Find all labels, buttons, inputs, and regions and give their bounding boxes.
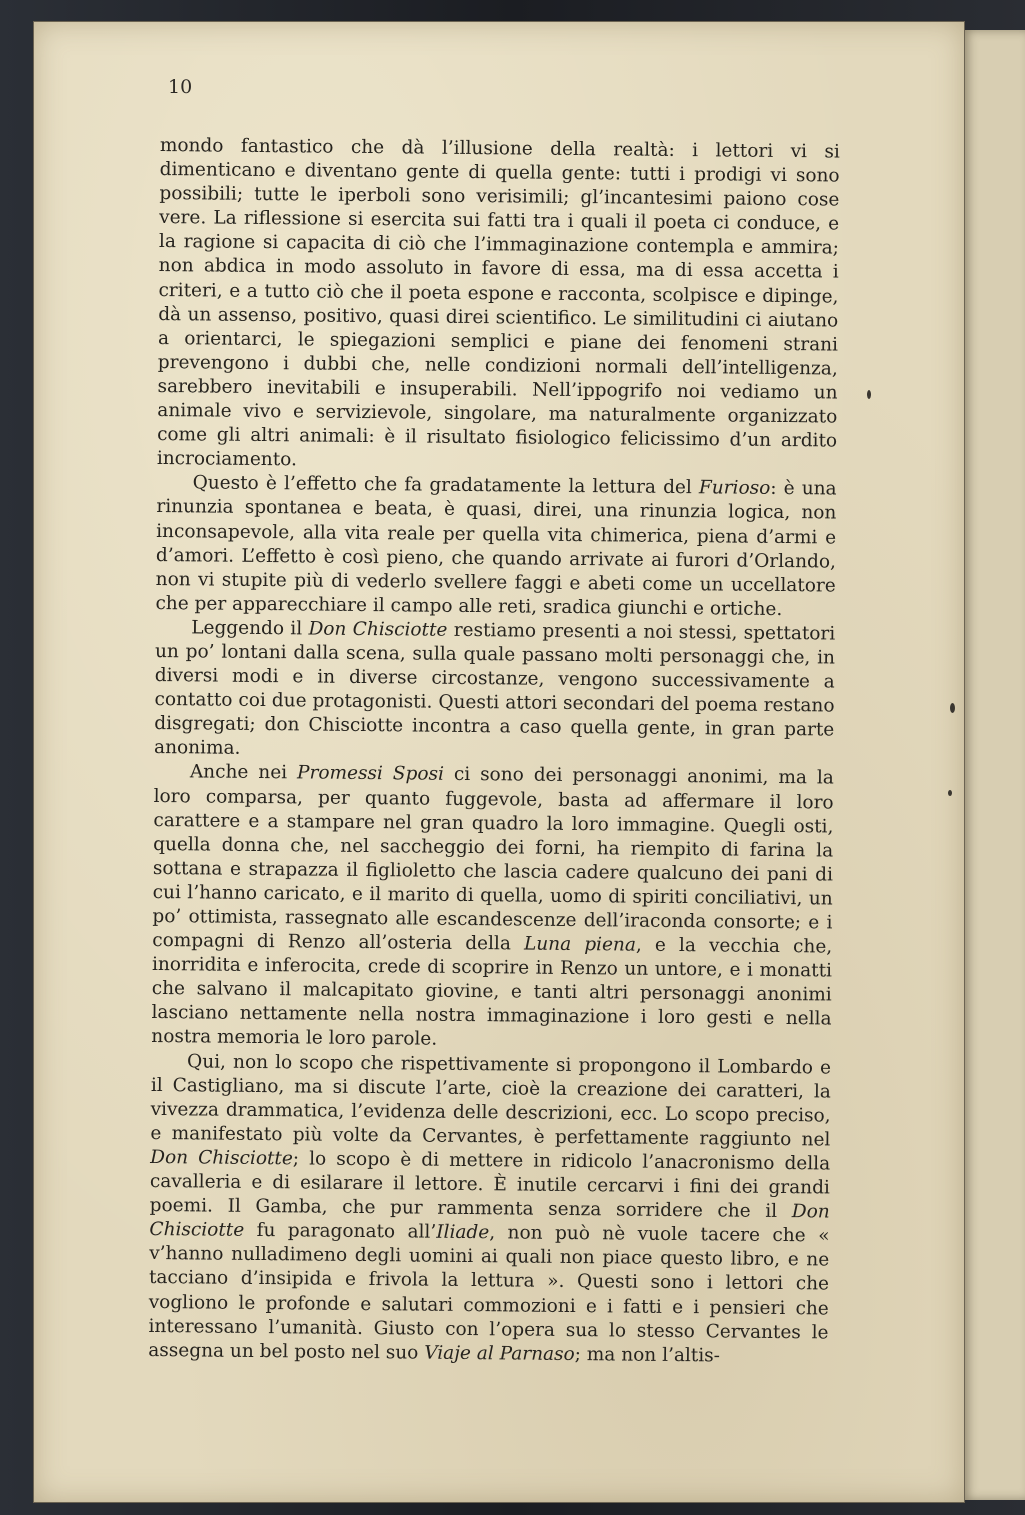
paragraph	[157, 134, 840, 478]
italic-title: Don Chisciotte	[149, 1201, 830, 1242]
italic-title: Iliade	[436, 1221, 490, 1244]
margin-ink-mark	[867, 390, 871, 399]
paragraph	[151, 760, 834, 1056]
text-run: Anche nei	[189, 761, 298, 784]
text-run: ci sono dei personaggi anonimi, ma la loro comparsa, per quanto fuggevole, basta ad affermare il loro carattere e a stampare nel gran quadro la loro immagine. Quegli osti, quella donna che, nel saccheggio dei forni, ha riempito di farina la sottana e strapazza il figlioletto che lascia cadere qualcuno dei pani di cui l’hanno caricato, e il marito di quella, uomo di spiriti conciliativi, un po’ ottimista, rassegnato alle escandescenze dell’iraconda consorte; e i compagni di Renzo all’osteria della	[152, 764, 834, 955]
italic-title: Promessi Sposi	[296, 762, 445, 786]
paragraph	[148, 1050, 831, 1370]
adjacent-page-edge	[962, 30, 1025, 1500]
text-run: ; lo scopo è di mettere in ridicolo l’anacronismo della cavalleria e di esilarare il lettore. È inutile cercarvi i fini dei grandi poemi. Il Gamba, che pur rammenta senza sorridere che il	[149, 1148, 831, 1223]
margin-ink-mark	[950, 703, 955, 713]
italic-title: Don Chisciotte	[150, 1146, 293, 1170]
italic-title: Furioso	[698, 477, 771, 500]
paragraph	[155, 471, 836, 622]
text-run: : è una rinunzia spontanea e beata, è quasi, direi, una rinunzia logica, non inconsapevole, alla vita reale per quella vita chimerica, piena d’armi e d’amori. L’effetto è così pieno, che quando arrivate ai furori d’Orlando, non vi stupite più di vederlo svellere faggi e abeti come un uccellatore che per apparecchiare il campo alle reti, sradica giunchi e ortiche.	[155, 478, 837, 620]
text-run: Leggendo il	[191, 617, 309, 640]
text-run: ; ma non l’altis-	[574, 1343, 721, 1367]
text-run: Questo è l’effetto che fa gradatamente la lettura del	[192, 472, 700, 499]
text-run: , e la vecchia che, inorridita e inferocita, crede di scoprire in Renzo un untore, e i monatti che salvano il malcapitato giovine, e tanti altri personaggi anonimi lasciano nettamente nella nostra immaginazione i loro gesti e nella nostra memoria le loro parole.	[151, 934, 833, 1051]
text-run: mondo fantastico che dà l’illusione della realtà: i lettori vi si dimenticano e diventano gente di quella gente: tutti i prodigi vi sono possibili; tutte le iperboli sono verisimili; gl’incantesimi paiono cose vere. La riflessione si esercita sui fatti tra i quali il poeta ci conduce, e la ragione si capacita di ciò che l’immaginazione contempla e ammira; non abdica in modo assoluto in favore di essa, ma di essa accetta i criteri, e a tutto ciò che il poeta espone e racconta, scolpisce e dipinge, dà un assenso, positivo, quasi direi scientifico. Le similitudini ci aiutano a orientarci, le spiegazioni semplici e piane dei fenomeni strani prevengono i dubbi che, nelle condizioni normali dell’intelligenza, sarebbero inevitabili e insuperabili. Nell’ippogrifo noi vediamo un animale vivo e servizievole, singolare, ma naturalmente organizzato come gli altri animali: è il risultato fisiologico felicissimo d’un ardito incrociamento.	[156, 134, 840, 471]
italic-title: Don Chisciotte	[308, 618, 448, 641]
margin-ink-mark	[948, 790, 952, 796]
text-run: fu paragonato all’	[244, 1220, 437, 1243]
text-run: restiamo presenti a noi stessi, spettatori un po’ lontani dalla scena, sulla quale passano molti personaggi che, in diversi modi e in diverse circostanze, vengono successivamente a contatto coi due protagonisti. Questi attori secondari del poema restano disgregati; don Chisciotte incontra a caso quella gente, in gran parte anonima.	[154, 619, 836, 760]
text-run: , non può nè vuole tacere che « v’hanno nulladimeno degli uomini ai quali non piace questo libro, e ne tacciano d’insipida e frivola la lettura ». Questi sono i lettori che vogliono le profonde e salutari commozioni e i fatti e i pensieri che interessano l’umanità. Giusto con l’opera sua lo stesso Cervantes le assegna un bel posto nel suo	[148, 1222, 830, 1364]
paragraph	[154, 616, 835, 767]
body-text	[148, 134, 840, 1369]
italic-title: Viaje al Parnaso	[424, 1342, 575, 1365]
text-run: Qui, non lo scopo che rispettivamente si propongono il Lombardo e il Castigliano, ma si discute l’arte, cioè la creazione dei caratteri, la vivezza drammatica, l’evidenza delle descrizioni, ecc. Lo scopo preciso, e manifestato più volte da Cervantes, è perfettamente raggiunto nel	[150, 1050, 832, 1151]
italic-title: Luna piena	[523, 933, 637, 956]
page-number: 10	[168, 76, 193, 98]
